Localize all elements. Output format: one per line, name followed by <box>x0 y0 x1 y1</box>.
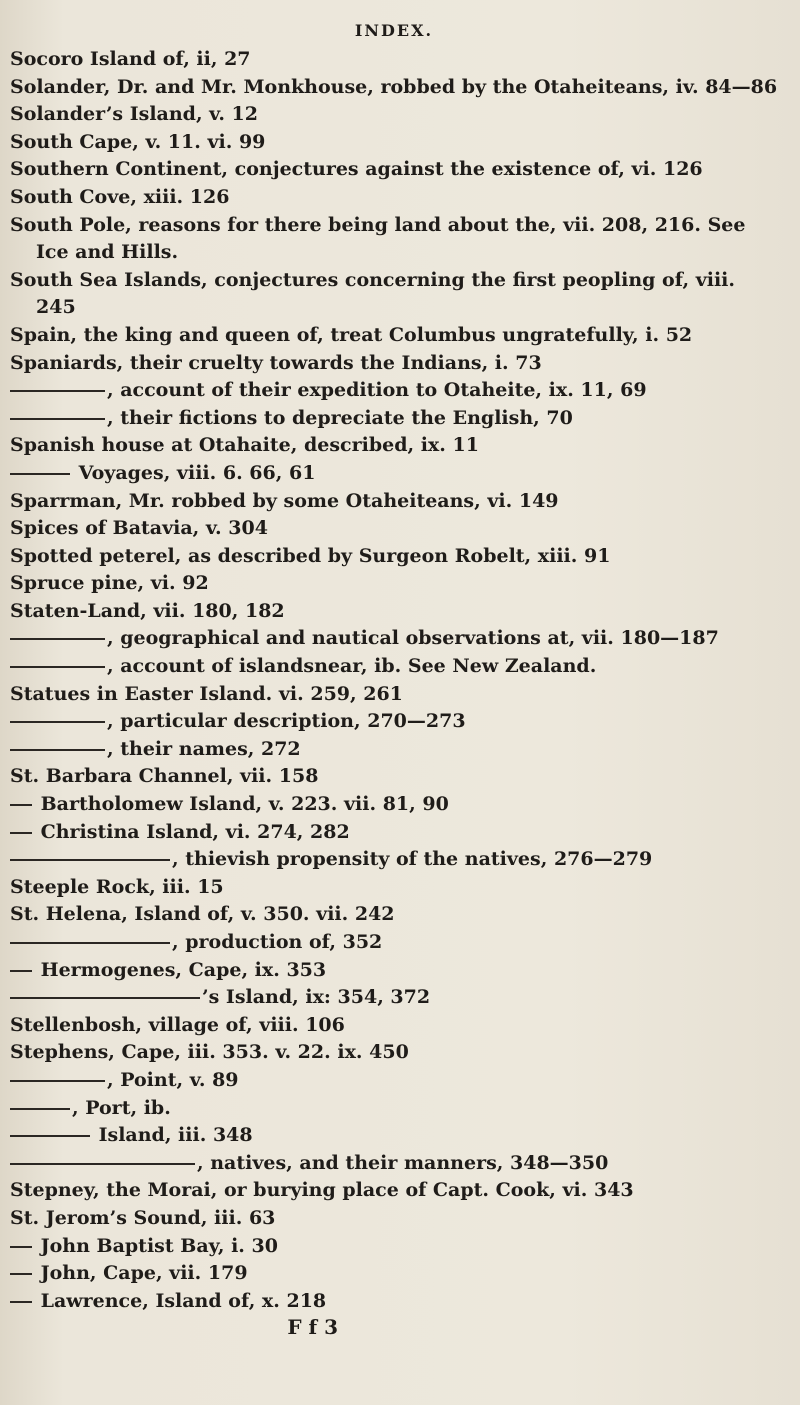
entry-text: Socoro Island of, ii, 27 <box>10 48 251 70</box>
entry-text: , account of islandsnear, ib. See New Zealand. <box>107 655 597 678</box>
ditto-dash <box>10 473 70 475</box>
index-entry <box>10 929 778 957</box>
index-entry <box>10 984 778 1012</box>
ditto-dash <box>10 638 105 640</box>
index-entry <box>10 156 778 184</box>
ditto-dash <box>10 1135 90 1137</box>
entry-text: Spruce pine, vi. 92 <box>10 572 209 595</box>
index-entry <box>10 405 778 433</box>
entry-text: Island, iii. 348 <box>92 1124 253 1147</box>
index-entry <box>10 1095 778 1123</box>
index-entry <box>10 350 778 378</box>
index-entry <box>10 901 778 929</box>
entry-text: Sparrman, Mr. robbed by some Otaheiteans, vi. 149 <box>10 489 559 512</box>
ditto-dash <box>10 390 105 392</box>
entry-text: Hermogenes, Cape, ix. 353 <box>34 958 327 981</box>
index-entry <box>10 488 778 516</box>
entry-text: John Baptist Bay, i. 30 <box>34 1234 278 1257</box>
entry-text: Spain, the king and queen of, treat Columbus ungratefully, i. 52 <box>10 323 693 346</box>
entry-text: , natives, and their manners, 348—350 <box>197 1151 609 1174</box>
index-entry <box>10 212 778 267</box>
entry-text: , production of, 352 <box>172 931 383 953</box>
index-entry <box>10 1205 778 1233</box>
index-entry <box>10 460 778 488</box>
index-entry <box>10 129 778 157</box>
index-entry <box>10 1122 778 1150</box>
entry-text: Stepney, the Morai, or burying place of Capt. Cook, vi. 343 <box>10 1179 634 1202</box>
index-entry <box>10 267 778 322</box>
entry-text: Spotted peterel, as described by Surgeon Robelt, xiii. 91 <box>10 544 611 567</box>
entry-text: , their names, 272 <box>107 737 301 760</box>
index-entry <box>10 543 778 571</box>
index-entry <box>10 957 778 985</box>
entry-text: , Port, ib. <box>72 1096 171 1119</box>
entry-text: , account of their expedition to Otaheite, ix. 11, 69 <box>107 379 647 402</box>
index-entry <box>10 1288 778 1316</box>
entry-text: South Cape, v. 11. vi. 99 <box>10 130 266 153</box>
entry-text: Solander, Dr. and Mr. Monkhouse, robbed by the Otaheiteans, iv. 84—86 <box>10 75 778 98</box>
entry-text: South Sea Islands, conjectures concerning the first peopling of, viii. 245 <box>10 268 735 319</box>
entry-text: John, Cape, vii. 179 <box>34 1262 248 1285</box>
index-entry <box>10 432 778 460</box>
entry-text: Lawrence, Island of, x. 218 <box>34 1289 327 1312</box>
ditto-dash <box>10 1080 105 1082</box>
ditto-dash <box>10 970 32 972</box>
entry-text: Spices of Batavia, v. 304 <box>10 517 268 540</box>
ditto-dash <box>10 1301 32 1303</box>
entry-text: ’s Island, ix: 354, 372 <box>202 986 431 1009</box>
entry-text: Solander’s Island, v. 12 <box>10 103 258 126</box>
ditto-dash <box>10 1273 32 1275</box>
ditto-dash <box>10 418 105 420</box>
index-entry <box>10 846 778 874</box>
index-entry <box>10 101 778 129</box>
ditto-dash <box>10 997 200 999</box>
entry-text: St. Barbara Channel, vii. 158 <box>10 765 319 788</box>
entry-text: St. Jerom’s Sound, iii. 63 <box>10 1206 276 1229</box>
index-entry <box>10 763 778 791</box>
entry-text: South Pole, reasons for there being land about the, vii. 208, 216. See Ice and Hills. <box>10 213 746 264</box>
index-entry <box>10 1260 778 1288</box>
index-entry <box>10 708 778 736</box>
entry-text: Spanish house at Otahaite, described, ix. 11 <box>10 434 479 457</box>
ditto-dash <box>10 666 105 668</box>
entry-text: , their fictions to depreciate the English, 70 <box>107 406 573 429</box>
entry-text: Statues in Easter Island. vi. 259, 261 <box>10 682 403 705</box>
index-entry <box>10 570 778 598</box>
ditto-dash <box>10 942 170 944</box>
index-entry <box>10 681 778 709</box>
entry-text: Bartholomew Island, v. 223. vii. 81, 90 <box>34 793 449 816</box>
index-entry <box>10 515 778 543</box>
ditto-dash <box>10 859 170 861</box>
index-entry <box>10 1150 778 1178</box>
ditto-dash <box>10 1163 195 1165</box>
entry-text: Spaniards, their cruelty towards the Indians, i. 73 <box>10 351 542 374</box>
entry-text: South Cove, xiii. 126 <box>10 185 230 208</box>
ditto-dash <box>10 749 105 751</box>
ditto-dash <box>10 832 32 834</box>
index-entry <box>10 653 778 681</box>
entry-text: Steeple Rock, iii. 15 <box>10 875 224 898</box>
entry-text: , geographical and nautical observations at, vii. 180—187 <box>107 627 719 650</box>
index-entry <box>10 819 778 847</box>
index-entry <box>10 184 778 212</box>
entry-text: Stephens, Cape, iii. 353. v. 22. ix. 450 <box>10 1041 409 1064</box>
entry-text: Stellenbosh, village of, viii. 106 <box>10 1013 345 1036</box>
index-entry <box>10 1177 778 1205</box>
index-entry <box>10 1233 778 1261</box>
entry-text: Staten-Land, vii. 180, 182 <box>10 599 285 622</box>
index-entry <box>10 598 778 626</box>
index-entry <box>10 625 778 653</box>
page-header: INDEX. <box>354 21 434 40</box>
entry-text: , thievish propensity of the natives, 276—279 <box>172 848 653 871</box>
entry-text: Christina Island, vi. 274, 282 <box>34 820 350 843</box>
entry-text: , Point, v. 89 <box>107 1068 239 1091</box>
index-entry <box>10 874 778 902</box>
index-entry <box>10 736 778 764</box>
entry-text: Voyages, viii. 6. 66, 61 <box>72 461 316 484</box>
index-entry <box>10 377 778 405</box>
index-entry <box>10 791 778 819</box>
index-entry <box>10 46 778 74</box>
ditto-dash <box>10 804 32 806</box>
signature-mark: F f 3 <box>287 1315 338 1340</box>
index-entry <box>10 322 778 350</box>
index-entry <box>10 74 778 102</box>
entry-text: St. Helena, Island of, v. 350. vii. 242 <box>10 903 395 926</box>
entry-text: Southern Continent, conjectures against the existence of, vi. 126 <box>10 158 703 181</box>
index-entries <box>10 46 778 1315</box>
ditto-dash <box>10 721 105 723</box>
index-entry <box>10 1012 778 1040</box>
ditto-dash <box>10 1108 70 1110</box>
entry-text: , particular description, 270—273 <box>107 710 466 733</box>
index-entry <box>10 1067 778 1095</box>
index-entry <box>10 1039 778 1067</box>
ditto-dash <box>10 1246 32 1248</box>
